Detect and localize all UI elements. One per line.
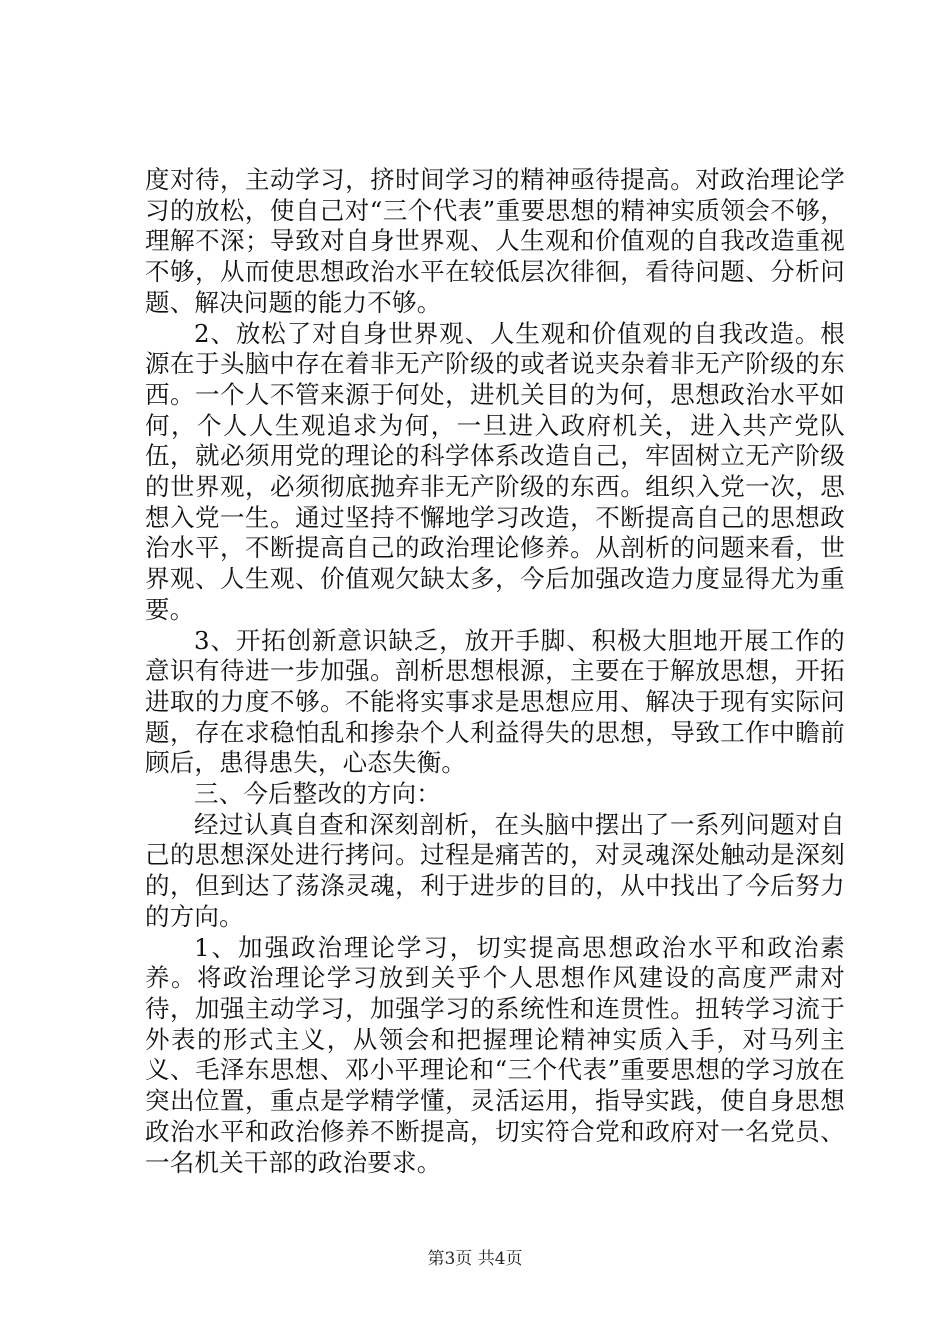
paragraph-3: 3、开拓创新意识缺乏，放开手脚、积极大胆地开展工作的意识有待进一步加强。剖析思想根源，主要在于解放思想，开拓进取的力度不够。不能将实事求是思想应用、解决于现有实际问题，存在求稳怕乱和掺杂个人利益得失的思想，导致工作中瞻前顾后，患得患失，心态失衡。 (145, 625, 845, 778)
paragraph-5: 1、加强政治理论学习，切实提高思想政治水平和政治素养。将政治理论学习放到关乎个人思想作风建设的高度严肃对待，加强主动学习，加强学习的系统性和连贯性。扭转学习流于外表的形式主义，从领会和把握理论精神实质入手，对马列主义、毛泽东思想、邓小平理论和“三个代表”重要思想的学习放在突出位置，重点是学精学懂，灵活运用，指导实践，使自身思想政治水平和政治修养不断提高，切实符合党和政府对一名党员、一名机关干部的政治要求。 (145, 932, 845, 1177)
page-number-footer: 第3页 共4页 (427, 1249, 523, 1269)
document-body (145, 165, 845, 1178)
section-heading: 三、今后整改的方向： (194, 779, 441, 809)
paragraph-1: 度对待，主动学习，挤时间学习的精神亟待提高。对政治理论学习的放松，使自己对“三个代表”重要思想的精神实质领会不够，理解不深；导致对自身世界观、人生观和价值观的自我改造重视不够，从而使思想政治水平在较低层次徘徊，看待问题、分析问题、解决问题的能力不够。 (145, 165, 845, 317)
paragraph-2: 2、放松了对自身世界观、人生观和价值观的自我改造。根源在于头脑中存在着非无产阶级的或者说夹杂着非无产阶级的东西。一个人不管来源于何处，进机关目的为何，思想政治水平如何，个人人生观追求为何，一旦进入政府机关，进入共产党队伍，就必须用党的理论的科学体系改造自己，牢固树立无产阶级的世界观，必须彻底抛弃非无产阶级的东西。组织入党一次，思想入党一生。通过坚持不懈地学习改造，不断提高自己的思想政治水平，不断提高自己的政治理论修养。从剖析的问题来看，世界观、人生观、价值观欠缺太多，今后加强改造力度显得尤为重要。 (145, 318, 845, 624)
paragraph-4: 经过认真自查和深刻剖析，在头脑中摆出了一系列问题对自己的思想深处进行拷问。过程是痛苦的，对灵魂深处触动是深刻的，但到达了荡涤灵魂，利于进步的目的，从中找出了今后努力的方向。 (145, 809, 845, 931)
